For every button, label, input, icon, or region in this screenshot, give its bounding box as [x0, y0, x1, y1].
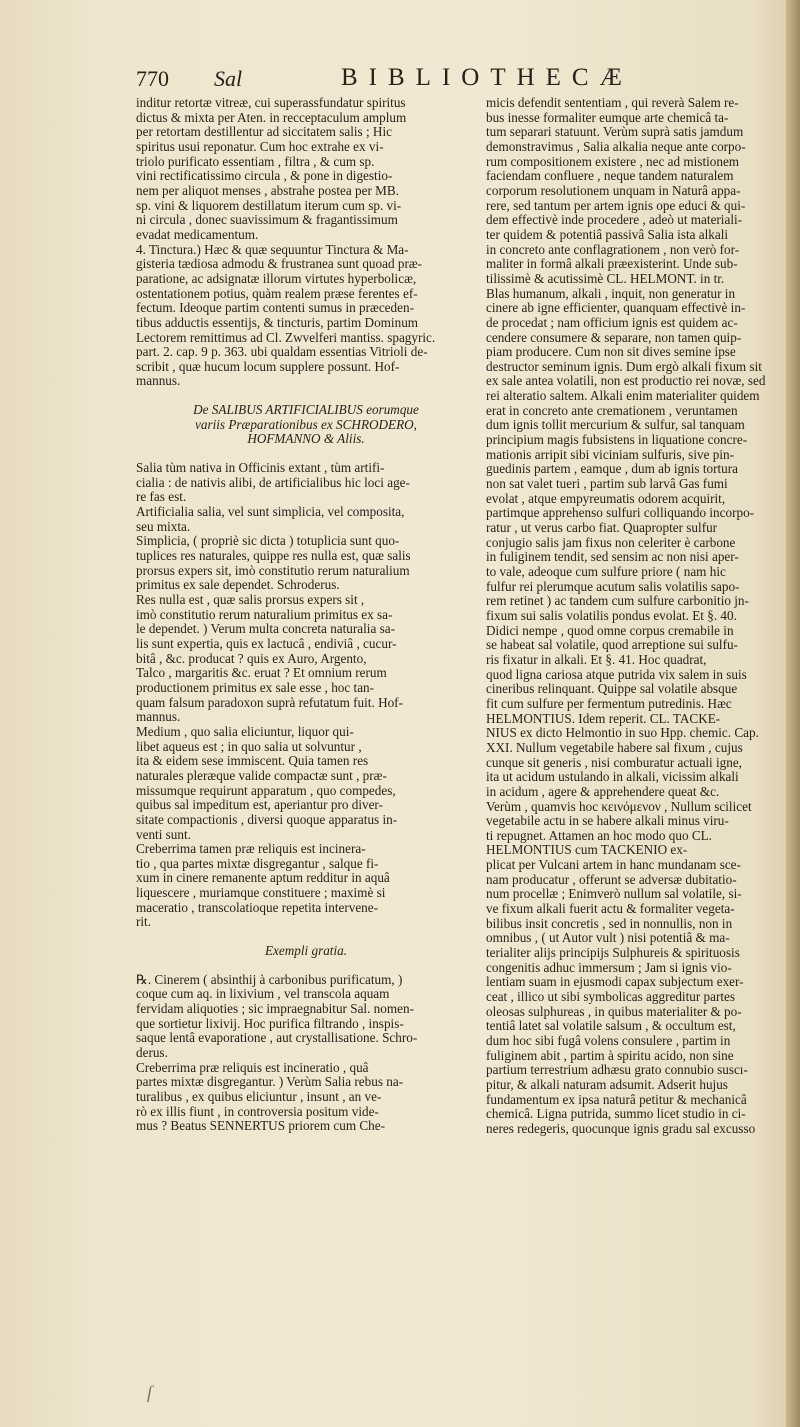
section-label: Sal: [214, 66, 243, 91]
text-line: Creberrima tamen præ reliquis est incinera-: [136, 842, 366, 857]
paragraph-gap: [136, 959, 476, 973]
text-line: tuplices res naturales, quippe res nulla est, quæ salis: [136, 549, 411, 564]
text-line: micis defendit sententiam , qui reverà Salem re-: [486, 96, 739, 110]
text-line: ex sale antea volatili, non est productio rei novæ, sed: [486, 374, 766, 389]
text-line: Salia tùm nativa in Officinis extant , tùm artifi-: [136, 461, 385, 476]
text-line: cineribus relinquant. Quippe sal volatile absque: [486, 682, 738, 697]
text-line: mus ? Beatus SENNERTUS priorem cum Che-: [136, 1119, 386, 1134]
text-line: partium terrestrium adhæsu grato connubio suscı-: [486, 1063, 748, 1078]
margin-ink-mark: ſ: [147, 1382, 153, 1402]
text-line: XXI. Nullum vegetabile habere sal fixum , cujus: [486, 740, 743, 755]
text-line: piam producere. Cum non sit dives semine ipse: [486, 345, 736, 360]
text-line: pitur, & alkali naturam adsumit. Adserit hujus: [486, 1077, 728, 1092]
running-header: [136, 64, 776, 98]
text-line: lis sunt expertia, quis ex lactucâ , endiviâ , cucur-: [136, 636, 397, 651]
text-line: 4. Tinctura.) Hæc & quæ sequuntur Tinctura & Ma-: [136, 242, 409, 257]
text-line: lentiam suam in ejusmodi capax subjectum exer-: [486, 975, 744, 990]
text-line: rit.: [136, 915, 152, 930]
text-line: fundamentum ex ipsa naturâ petitur & mechanicâ: [486, 1092, 747, 1107]
text-line: fuliginem abit , partim à spiritu acido, non sine: [486, 1048, 734, 1063]
text-line: rum compositionem existere , nec ad mistionem: [486, 154, 740, 169]
text-line: triolo purificato essentiam , filtra , & cum sp.: [136, 154, 375, 169]
text-line: mannus.: [136, 374, 181, 389]
paragraph-gap: [136, 389, 476, 403]
text-line: Didici nempe , quod omne corpus cremabile in: [486, 623, 734, 638]
left-text-column: [136, 96, 476, 1134]
text-line: fervidam aliquoties ; sic impraegnabitur Sal. nomen-: [136, 1002, 414, 1017]
text-line: coque cum aq. in lixivium , vel transcola aquam: [136, 987, 390, 1002]
text-line: Blas humanum, alkali , inquit, non generatur in: [486, 286, 736, 301]
text-line: bilibus insit concretis , sed in nonnullis, non in: [486, 916, 733, 931]
text-line: imò constitutio rerum naturalium primitus ex sa-: [136, 607, 393, 622]
text-line: tibus adductis essentijs, & tincturis, partim Dominum: [136, 315, 419, 330]
text-line: Simplicia, ( propriè sic dicta ) totuplicia sunt quo-: [136, 534, 400, 549]
text-line: ris fixatur in alkali. Et §. 41. Hoc quadrat,: [486, 652, 707, 667]
text-line: seu mixta.: [136, 519, 191, 534]
text-line: bus inesse formaliter eumque arte chemicâ ta-: [486, 110, 729, 125]
text-line: in acidum , agere & apprehendere queat &c.: [486, 784, 720, 799]
text-line: le dependet. ) Verum multa concreta naturalia sa-: [136, 622, 395, 637]
text-line: in concreto ante conflagrationem , non verò for-: [486, 242, 740, 257]
text-line: cunque sit generis , nisi comburatur actuali igne,: [486, 755, 742, 770]
text-line: De SALIBUS ARTIFICIALIBUS eorumque: [193, 403, 419, 418]
text-line: faciendam confluere , neque tandem naturalem: [486, 169, 734, 184]
paragraph-gap: [136, 447, 476, 461]
text-line: variis Præparationibus ex SCHRODERO,: [195, 417, 417, 432]
text-line: quibus sal impeditum est, aperiantur pro diver-: [136, 798, 383, 813]
text-line: tilissimè & acutissimè CL. HELMONT. in tr.: [486, 271, 725, 286]
text-line: Exempli gratia.: [264, 944, 348, 959]
text-line: HELMONTIUS cum TACKENIO ex-: [486, 843, 688, 858]
text-line: que sortietur lixivij. Hoc purifica filtrando , inspis-: [136, 1016, 404, 1031]
text-line: productionem primitus ex sale esse , hoc tan-: [136, 680, 375, 695]
text-line: bitâ , &c. producat ? quis ex Auro, Argento,: [136, 651, 367, 666]
paragraph-gap: [136, 930, 476, 944]
text-line: NIUS ex dicto Helmontio in suo Hpp. chemic. Cap.: [486, 726, 759, 741]
text-line: prorsus expers sit, imò constitutio rerum naturalium: [136, 563, 410, 578]
text-line: congenitis adhuc immersum ; Jam si ignis vio-: [486, 960, 732, 975]
text-line: tum separari statuunt. Verùm suprà satis jamdum: [486, 125, 744, 140]
text-line: mationis arripit sibi viciniam sulfuris, sive pin-: [486, 447, 734, 462]
text-line: dictus & mixta per Aten. in recceptaculum amplum: [136, 110, 407, 125]
text-line: partes mixtæ disgregantur. ) Verùm Salia rebus na-: [136, 1075, 404, 1090]
text-line: destructor seminum ignis. Dum ergò alkali fixum sit: [486, 359, 762, 374]
text-line: per retortam destillentur ad siccitatem salis ; Hic: [136, 125, 392, 140]
text-line: partimque apprehenso sulfuri colliquando incorpo-: [486, 506, 755, 521]
text-line: ve fixum alkali fuerit actu & formaliter vegeta-: [486, 902, 735, 917]
text-line: evadat medicamentum.: [136, 227, 259, 242]
text-line: gisteria tædiosa admodu & frustranea sunt quoad præ-: [136, 257, 423, 272]
text-line: libet aqueus est ; in quo salia ut solvuntur ,: [136, 739, 362, 754]
text-line: scribit , quæ hucum locum supplere possunt. Hof-: [136, 359, 400, 374]
text-line: ℞. Cinerem ( absinthij à carbonibus purificatum, ): [136, 972, 403, 987]
text-line: dum hoc sibi fugâ volens consulere , partim in: [486, 1034, 731, 1048]
text-line: dem effectivè inde procedere , adeò ut materiali-: [486, 213, 743, 228]
right-text-column: [486, 96, 768, 1137]
text-line: oleosas sulphureas , in quibus materialiter & po-: [486, 1004, 742, 1019]
text-line: to vale, adeoque cum sulfure priore ( nam hic: [486, 565, 726, 579]
text-line: HELMONTIUS. Idem reperit. CL. TACKE-: [486, 711, 721, 726]
text-line: tio , qua partes mixtæ disgregantur , salque fi-: [136, 856, 379, 871]
text-line: sitate compactionis , diversi quoque apparatus in-: [136, 812, 398, 827]
text-line: quam falsum paradoxon suprà refutatum fuit. Hof-: [136, 695, 403, 710]
text-line: dum ignis tollit mercurium & sulfur, sal tanquam: [486, 418, 745, 433]
text-line: omnibus , ( ut Autor vult ) nisi potentiâ & ma-: [486, 931, 730, 946]
text-line: cialia : de nativis alibi, de artificialibus hic loci age-: [136, 475, 410, 490]
text-line: fectum. Ideoque partim contenti sumus in præceden-: [136, 301, 414, 316]
page-number: 770: [136, 66, 169, 91]
text-line: Lectorem remittimus ad Cl. Zwvelferi mantiss. spagyric.: [136, 330, 436, 345]
text-line: cendere consumere & separare, non tamen quip-: [486, 330, 742, 345]
text-line: ostentationem potius, quàm realem præse ferentes ef-: [136, 286, 418, 301]
text-line: quod ligna cariosa atque putrida vix salem in suis: [486, 667, 747, 682]
text-line: maceratio , transcolatioque repetita intervene-: [136, 900, 379, 915]
text-line: evolat , atque empyreumatis odorem acquirit,: [486, 491, 726, 506]
text-line: Medium , quo salia eliciuntur, liquor qui-: [136, 724, 354, 739]
text-line: mannus.: [136, 710, 181, 725]
text-line: num procellæ ; Enimverò nullum sal volatile, si-: [486, 887, 742, 902]
text-line: chemicâ. Ligna putrida, summo licet studio in ci-: [486, 1107, 746, 1122]
text-line: erat in concreto ante cremationem , veruntamen: [486, 403, 738, 418]
text-line: rere, sed tantum per artem ignis ope educi & qui-: [486, 198, 746, 213]
text-line: terialiter alijs principijs Sulphureis & spirituosis: [486, 946, 740, 961]
text-line: vini rectificatissimo circula , & pone in digestio-: [136, 169, 393, 184]
text-line: fulfur rei plerumque acutum salis volatilis sapo-: [486, 579, 740, 594]
text-line: xum in cinere remanente aptum redditur in aquâ: [136, 871, 390, 886]
text-line: sp. vini & liquorem destillatum iterum cum sp. vi-: [136, 198, 402, 213]
text-line: ratur , ut verus carbo fiat. Quapropter sulfur: [486, 521, 718, 536]
text-line: part. 2. cap. 9 p. 363. ubi qualdam essentias Vitrioli de-: [136, 345, 428, 360]
running-title: BIBLIOTHECÆ: [341, 64, 633, 91]
text-line: re fas est.: [136, 490, 187, 505]
text-line: ter quidem & potentiâ passivâ Salia ista alkali: [486, 227, 729, 242]
text-line: inditur retortæ vitreæ, cui superassfundatur spiritus: [136, 96, 406, 110]
text-line: conjugio salis jam fixus non celeriter è carbone: [486, 535, 736, 550]
text-line: liquescere , muriamque constituere ; maximè si: [136, 886, 386, 901]
text-line: rò ex illis fiunt , in controversia positum vide-: [136, 1104, 379, 1119]
text-line: HOFMANNO & Aliis.: [247, 432, 365, 447]
text-line: Verùm , quamvis hoc κεινόμενον , Nullum scilicet: [486, 799, 752, 814]
text-line: ita & eidem sese immiscent. Quia tamen res: [136, 754, 369, 769]
text-line: naturales pleræque valide compactæ sunt , præ-: [136, 768, 387, 783]
text-line: ita ut acidum ustulando in alkali, vicissim alkali: [486, 770, 739, 785]
text-line: paratione, ac adsignatæ illorum virtutes hyperbolicæ,: [136, 271, 417, 286]
text-line: Talco , margaritis &c. eruat ? Et omnium rerum: [136, 666, 387, 681]
text-line: nem per aliquot menses , abstrahe postea per MB.: [136, 183, 399, 198]
text-line: de procedat ; nam officium ignis est quidem ac-: [486, 315, 738, 330]
text-line: rem retinet ) ac tandem cum sulfure carbonitio jn-: [486, 594, 749, 609]
text-line: rei alteratio saltem. Alkali enim materialiter quidem: [486, 389, 760, 404]
text-line: in fuliginem tendit, sed sensim ac non nisi aper-: [486, 550, 739, 565]
text-line: turalibus , ex quibus eliciuntur , insunt , an ve-: [136, 1090, 382, 1104]
text-line: Artificialia salia, vel sunt simplicia, vel composita,: [136, 505, 405, 520]
text-line: non sat valet tueri , partim sub larvâ Gas fumi: [486, 477, 728, 492]
text-line: principium magis fubsistens in liquatione concre-: [486, 433, 748, 448]
text-line: missumque requirunt apparatum , quo compedes,: [136, 783, 396, 798]
text-line: maliter in formâ alkali præexisterint. Unde sub-: [486, 257, 738, 272]
text-line: Creberrima præ reliquis est incineratio , quâ: [136, 1060, 369, 1075]
text-line: corporum resolutionem unquam in Naturâ appa-: [486, 183, 741, 198]
text-line: guedinis partem , eamque , dum ab ignis tortura: [486, 462, 738, 477]
text-line: vegetabile actu in se habere alkali minus viru-: [486, 814, 729, 829]
text-line: nam producatur , offerunt se adversæ dubitatio-: [486, 872, 737, 887]
text-line: spiritus usui reponatur. Cum hoc extrahe ex vi-: [136, 139, 384, 154]
text-line: primitus ex sale dependet. Schroderus.: [136, 578, 340, 593]
text-line: ni circula , donec suavissimum & fragantissimum: [136, 213, 398, 228]
text-line: derus.: [136, 1046, 168, 1061]
text-line: saque lentâ evaporatione , aut crystallisatione. Schro-: [136, 1031, 418, 1046]
text-line: demonstravimus , Salia alkalia neque ante corpo-: [486, 139, 746, 154]
text-line: Res nulla est , quæ salis prorsus expers sit ,: [136, 593, 365, 607]
text-line: fixum sui salis volatilis pondus evolat. Et §. 40.: [486, 608, 737, 623]
text-line: cinere ab igne efficienter, quanquam effectivè in-: [486, 301, 746, 316]
text-line: ceat , illico ut sibi symbolicas aggreditur partes: [486, 990, 736, 1005]
text-line: tentiâ latet sal volatile salsum , & occultum est,: [486, 1019, 736, 1034]
text-line: neres redegeris, quocunque ignis gradu sal excusso: [486, 1121, 756, 1136]
text-line: plicat per Vulcani artem in hanc mundanam sce-: [486, 858, 741, 873]
text-line: fit cum sulfure per fermentum putredinis. Hæc: [486, 696, 732, 711]
text-line: ti repugnet. Attamen an hoc modo quo CL.: [486, 828, 712, 843]
text-line: venti sunt.: [136, 827, 191, 842]
page-edge-shadow: [786, 0, 800, 1427]
text-line: se habeat sal volatile, quod arreptione sui sulfu-: [486, 638, 738, 653]
